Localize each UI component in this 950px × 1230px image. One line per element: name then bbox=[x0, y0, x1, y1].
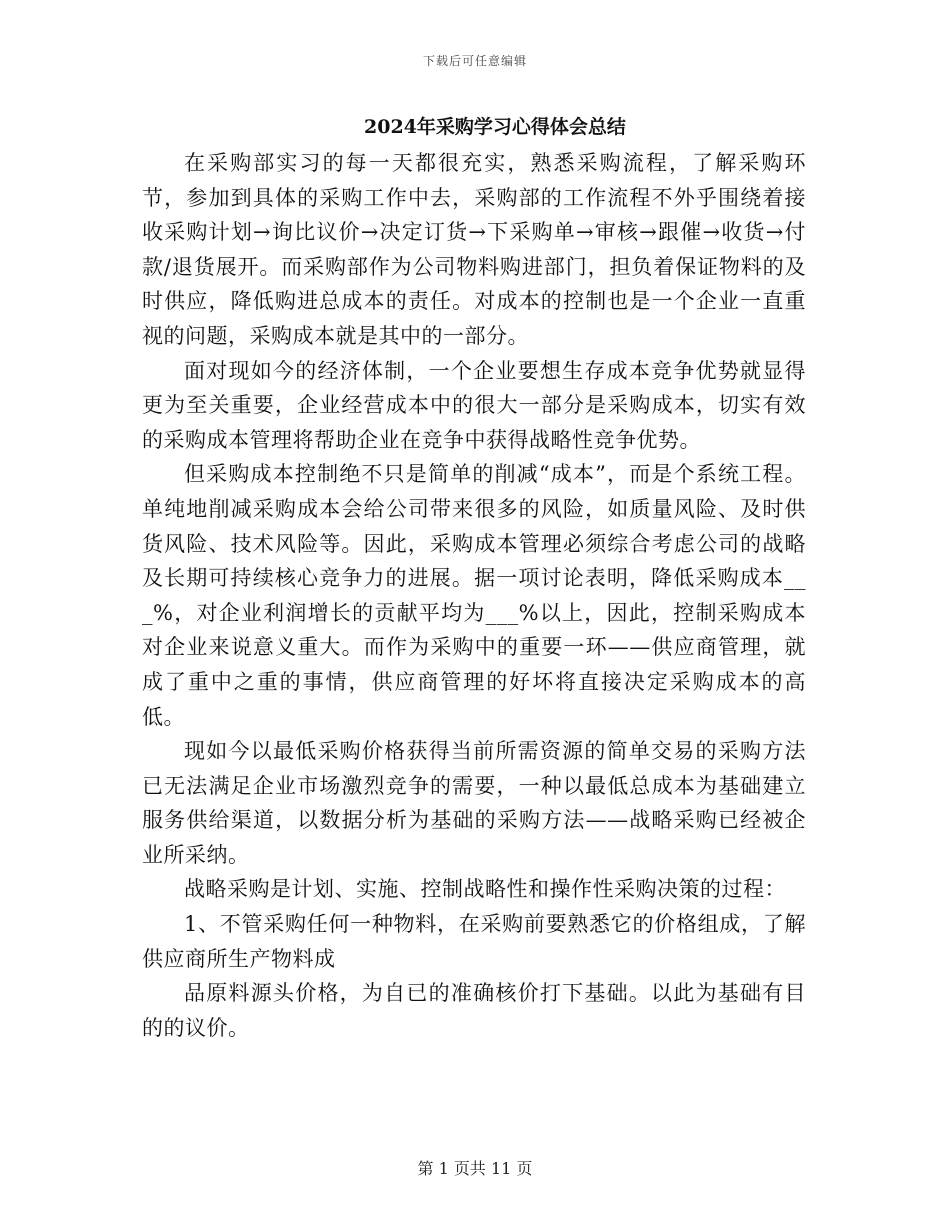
paragraph-3: 但采购成本控制绝不只是简单的削减“成本”，而是个系统工程。单纯地削减采购成本会给公司带来很多的风险，如质量风险、及时供货风险、技术风险等。因此，采购成本管理必须综合考虑公司的战略及长期可持续核心竞争力的进展。据一项讨论表明，降低采购成本___%，对企业利润增长的贡献平均为___%以上，因此，控制采购成本对企业来说意义重大。而作为采购中的重要一环——供应商管理，就成了重中之重的事情，供应商管理的好坏将直接决定采购成本的高低。 bbox=[142, 462, 806, 729]
page-footer-number: 第 1 页共 11 页 bbox=[417, 1159, 533, 1178]
document-body bbox=[142, 146, 806, 1045]
paragraph-4: 现如今以最低采购价格获得当前所需资源的简单交易的采购方法已无法满足企业市场激烈竞争的需要，一种以最低总成本为基础建立服务供给渠道，以数据分析为基础的采购方法——战略采购已经被企业所采纳。 bbox=[142, 739, 806, 867]
paragraph-2: 面对现如今的经济体制，一个企业要想生存成本竞争优势就显得更为至关重要，企业经营成本中的很大一部分是采购成本，切实有效的采购成本管理将帮助企业在竞争中获得战略性竞争优势。 bbox=[142, 358, 806, 452]
paragraph-5: 战略采购是计划、实施、控制战略性和操作性采购决策的过程： bbox=[184, 877, 786, 902]
paragraph-1: 在采购部实习的每一天都很充实，熟悉采购流程，了解采购环节，参加到具体的采购工作中去，采购部的工作流程不外乎围绕着接收采购计划→询比议价→决定订货→下采购单→审核→跟催→收货→付款/退货展开。而采购部作为公司物料购进部门，担负着保证物料的及时供应，降低购进总成本的责任。对成本的控制也是一个企业一直重视的问题，采购成本就是其中的一部分。 bbox=[142, 151, 806, 348]
page-header-note: 下载后可任意编辑 bbox=[422, 54, 527, 68]
paragraph-7: 品原料源头价格，为自已的准确核价打下基础。以此为基础有目的的议价。 bbox=[142, 981, 806, 1040]
document-title: 2024年采购学习心得体会总结 bbox=[364, 116, 626, 138]
paragraph-6: 1、不管采购任何一种物料，在采购前要熟悉它的价格组成，了解供应商所生产物料成 bbox=[142, 912, 806, 971]
